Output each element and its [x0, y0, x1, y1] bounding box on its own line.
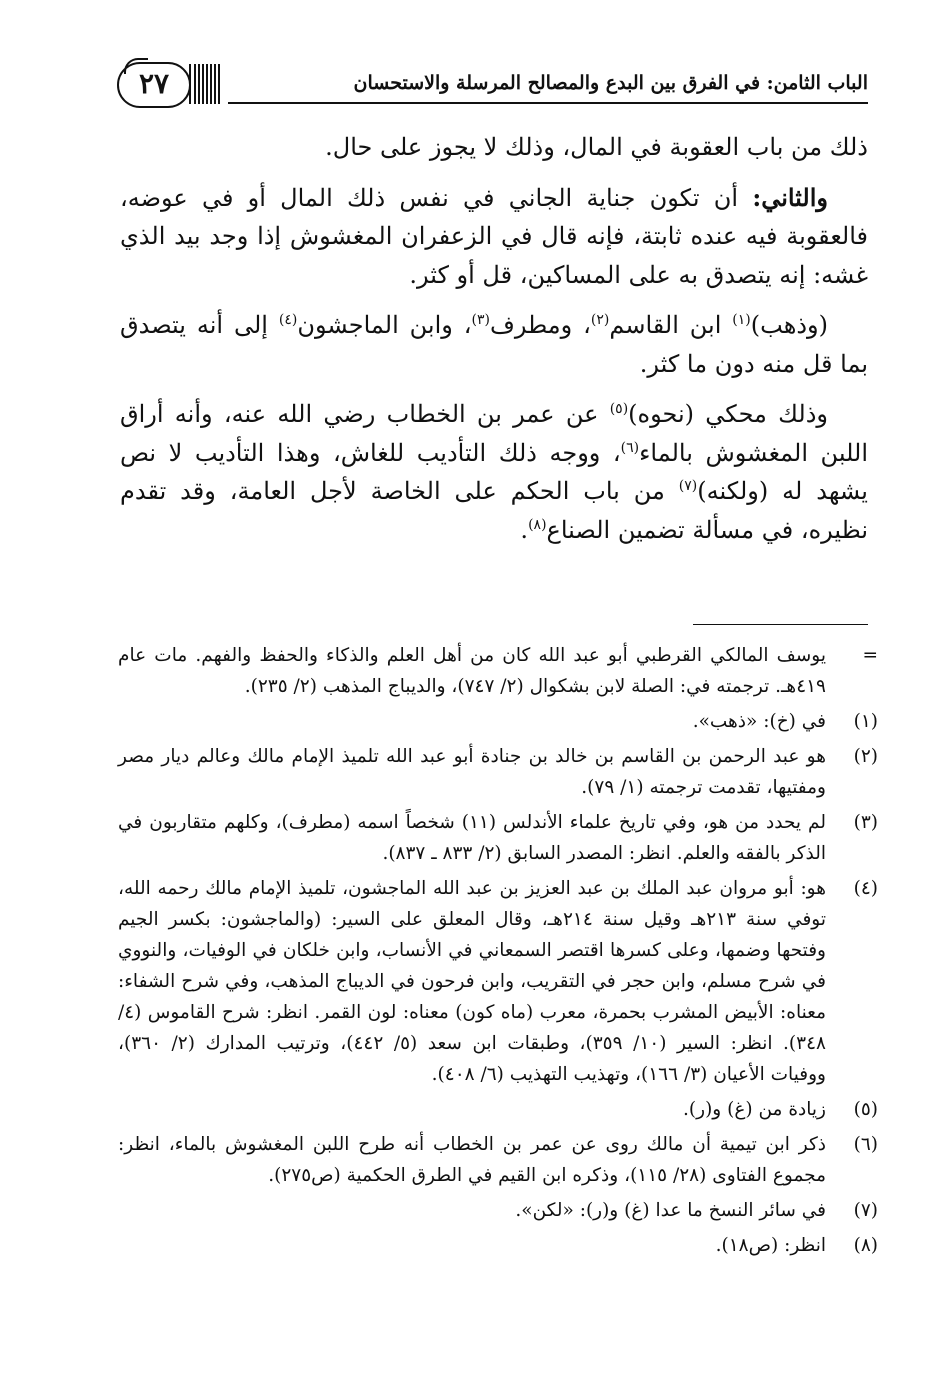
footnote-marker: (٥) — [609, 401, 629, 417]
text-run: عن عمر بن الخطاب رضي الله عنه، وأنه أراق اللبن المغشوش بالماء — [120, 400, 868, 467]
text-run: ، ووجه ذلك التأديب للغاش، وهذا التأديب لا نص يشهد له (ولكنه) — [120, 438, 868, 505]
text-run: أن تكون جناية الجاني في نفس ذلك المال أو في عوضه، فالعقوبة فيه عنده ثابتة، فإنه قال في الزعفران المغشوش إذا وجد بيد الذي غشه: إنه يتصدق به على المساكين، قل أو كثر. — [120, 183, 868, 289]
body-paragraph — [120, 179, 868, 295]
text-run: ، ومطرف — [489, 311, 591, 339]
footnote-marker: (٤) — [278, 312, 298, 328]
text-run: من باب الحكم على الخاصة لأجل العامة، وقد تقدم نظيره، في مسألة تضمين الصناع — [120, 477, 868, 544]
footnotes — [118, 640, 878, 1265]
header-ornament — [187, 64, 223, 104]
footnote — [118, 807, 878, 869]
footnote-marker: (٢) — [590, 312, 610, 328]
footnote-number: (٧) — [853, 1200, 878, 1221]
footnote — [118, 1195, 878, 1226]
running-header — [0, 58, 950, 118]
text-run: . — [520, 515, 529, 544]
footnote — [118, 640, 878, 702]
footnote — [118, 1129, 878, 1191]
footnote-text: ذكر ابن تيمية أن مالك روى عن عمر بن الخطاب أنه طرح اللبن المغشوش بالماء، انظر: مجموع الفتاوى (٢٨/ ١١٥)، وذكره ابن القيم في الطرق الحكمية (ص٢٧٥). — [118, 1134, 826, 1186]
footnote — [118, 1230, 878, 1261]
text-run: ذلك من باب العقوبة في المال، وذلك لا يجوز على حال. — [325, 133, 868, 161]
footnote — [118, 741, 878, 803]
footnote-text: هو عبد الرحمن بن القاسم بن خالد بن جنادة أبو عبد الله تلميذ الإمام مالك وعالم ديار مصر ومفتيها، تقدمت ترجمته (١/ ٧٩). — [118, 746, 826, 798]
footnote-text: في سائر النسخ ما عدا (غ) و(ر): «لكن». — [515, 1200, 826, 1221]
footnote-marker: (٣) — [471, 312, 490, 328]
body-paragraph — [120, 306, 868, 383]
footnote — [118, 706, 878, 737]
bold-lead-term: والثاني: — [752, 182, 828, 212]
footnote-number: (٥) — [853, 1099, 878, 1120]
footnote-number: (٨) — [853, 1235, 878, 1256]
footnote-marker: (١) — [732, 312, 751, 328]
footnote-marker: (٦) — [620, 439, 640, 456]
footnote-text: هو: أبو مروان عبد الملك بن عبد العزيز بن عبد الله الماجشون، تلميذ الإمام مالك رحمه الله، توفي سنة ٢١٣هـ وقيل سنة ٢١٤هـ، وقال المعلق على السير: (والماجشون: بكسر الجيم وفتحها وضمها، وعلى كسرها اقتصر السمعاني في الأنساب، وابن خلكان في الوفيات، والنووي في شرح مسلم، وابن حجر في التقريب، وابن فرحون في الديباج المذهب، وفي شرح الشفاء: معناه: الأبيض المشرب بحمرة، معرب (ماه كون) معناه: لون القمر. انظر: شرح القاموس (٤/ ٣٤٨). انظر: السير (١٠/ ٣٥٩)، وطبقات ابن سعد (٥/ ٤٤٢)، وترتيب المدارك (٢/ ٣٦٠)، ووفيات الأعيان (٣/ ١٦٦)، وتهذيب التهذيب (٦/ ٤٠٨). — [118, 878, 826, 1085]
footnote-text: لم يحدد من هو، وفي تاريخ علماء الأندلس (١١) شخصاً اسمه (مطرف)، وكلهم متقاربون في الذكر بالفقه والعلم. انظر: المصدر السابق (٢/ ٨٣٣ ـ ٨٣٧). — [118, 812, 826, 864]
footnote — [118, 873, 878, 1090]
footnote-number: (٢) — [853, 746, 878, 767]
page-number: ٢٧ — [117, 62, 191, 108]
footnote-number: (٤) — [853, 878, 878, 899]
footnote-marker: (٧) — [678, 478, 698, 494]
text-run: ، وابن الماجشون — [297, 311, 472, 339]
body-paragraph — [120, 128, 868, 167]
text-run: (وذهب) — [750, 311, 828, 339]
text-run: ابن القاسم — [609, 311, 733, 339]
footnote — [118, 1094, 878, 1125]
footnote-number: (٦) — [853, 1134, 878, 1155]
chapter-title: الباب الثامن: في الفرق بين البدع والمصالح المرسلة والاستحسان — [353, 72, 868, 94]
footnote-marker: (٨) — [528, 516, 547, 533]
footnote-number: (٣) — [853, 812, 878, 833]
footnote-text: انظر: (ص١٨). — [715, 1235, 826, 1256]
footnote-number: (١) — [853, 711, 878, 732]
main-text — [120, 128, 868, 549]
header-rule — [228, 102, 868, 104]
text-run: وذلك محكي (نحوه) — [628, 400, 828, 428]
footnote-separator — [693, 624, 868, 625]
footnote-number: = — [862, 645, 878, 666]
body-paragraph — [120, 395, 868, 549]
text-run: إلى أنه يتصدق بما قل منه دون ما كثر. — [120, 311, 868, 378]
footnote-text: في (خ): «ذهب». — [692, 711, 826, 732]
footnote-text: زيادة من (غ) و(ر). — [683, 1099, 826, 1120]
footnote-text: يوسف المالكي القرطبي أبو عبد الله كان من أهل العلم والذكاء والحفظ والفهم. مات عام ٤١٩هـ. ترجمته في: الصلة لابن بشكوال (٢/ ٧٤٧)، والديباج المذهب (٢/ ٢٣٥). — [118, 645, 826, 697]
